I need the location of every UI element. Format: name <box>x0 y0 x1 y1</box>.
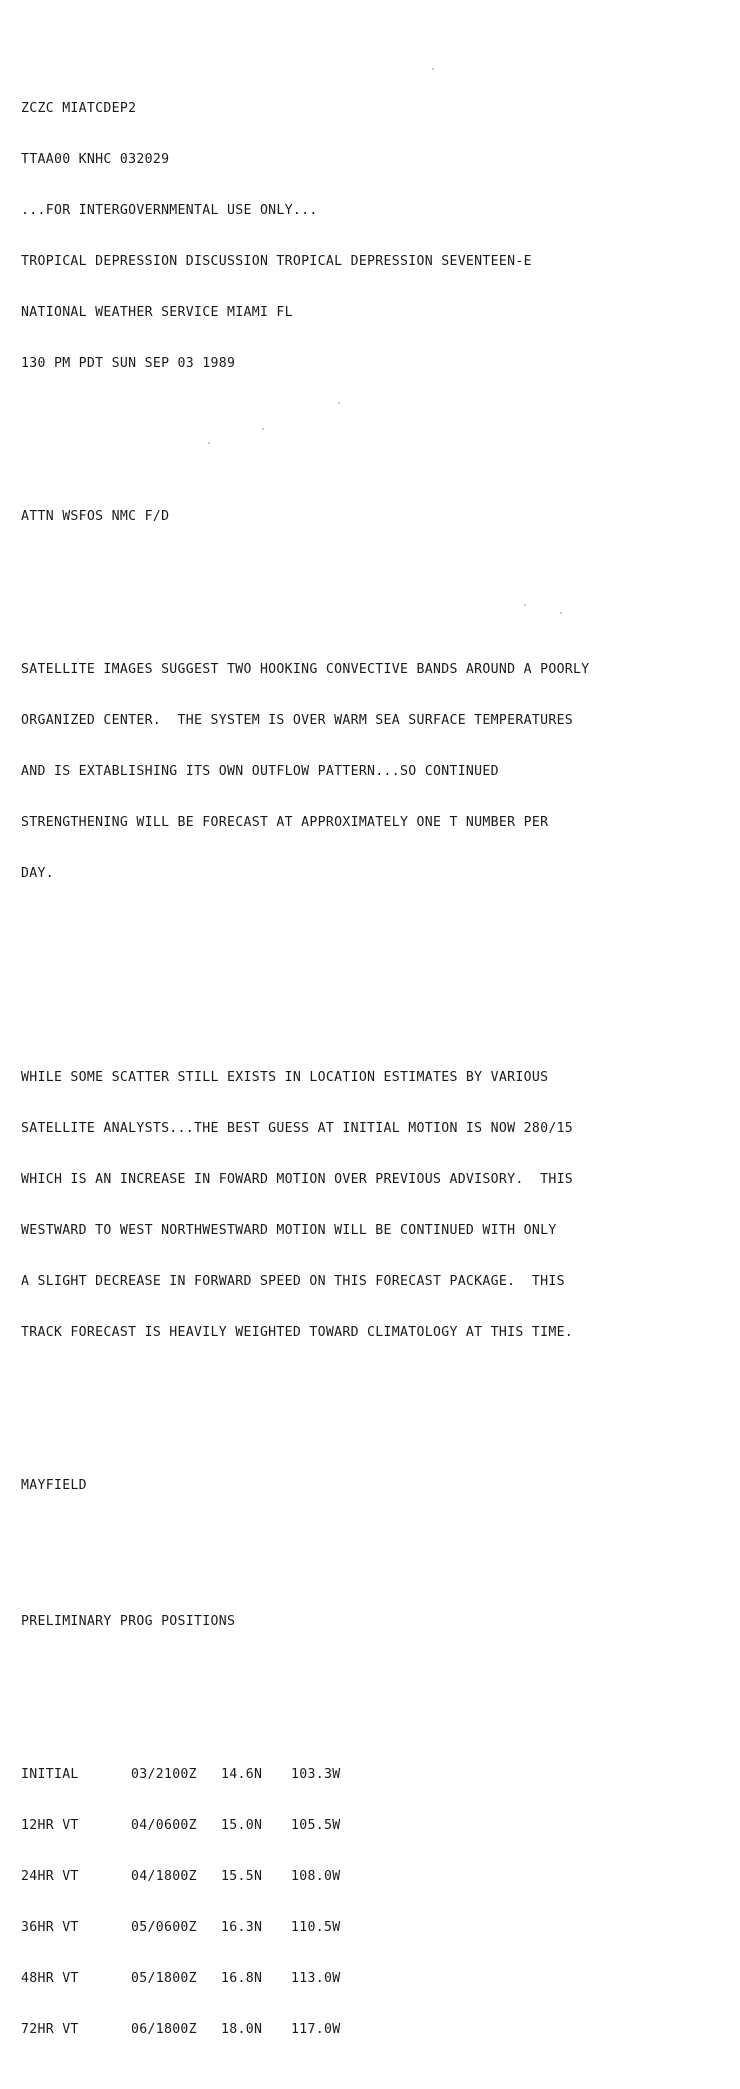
prog-lon: 117.0W <box>291 2022 341 2037</box>
paragraph-line: DAY. <box>21 866 54 881</box>
prog-time: 03/2100Z <box>131 1767 197 1782</box>
paragraph-line: STRENGTHENING WILL BE FORECAST AT APPROXIMATELY ONE T NUMBER PER <box>21 815 549 830</box>
bulletin-document <box>21 32 733 2089</box>
prog-time: 06/1800Z <box>131 2022 197 2037</box>
header-line: TROPICAL DEPRESSION DISCUSSION TROPICAL DEPRESSION SEVENTEEN-E <box>21 254 532 269</box>
prog-label: 24HR VT <box>21 1869 79 1884</box>
prog-lat: 18.0N <box>221 2022 263 2037</box>
scan-speck <box>524 604 526 606</box>
paragraph-line: WHILE SOME SCATTER STILL EXISTS IN LOCATION ESTIMATES BY VARIOUS <box>21 1070 549 1085</box>
prog-lat: 15.0N <box>221 1818 263 1833</box>
bulletin-header <box>21 66 733 406</box>
signature: MAYFIELD <box>21 1478 87 1493</box>
prog-lat: 14.6N <box>221 1767 263 1782</box>
header-line: 130 PM PDT SUN SEP 03 1989 <box>21 356 236 371</box>
paragraph-line: SATELLITE ANALYSTS...THE BEST GUESS AT INITIAL MOTION IS NOW 280/15 <box>21 1121 574 1136</box>
header-line: NATIONAL WEATHER SERVICE MIAMI FL <box>21 305 293 320</box>
prog-row <box>21 1817 733 1834</box>
prog-table <box>21 1732 733 2072</box>
paragraph-line: A SLIGHT DECREASE IN FORWARD SPEED ON THIS FORECAST PACKAGE. THIS <box>21 1274 565 1289</box>
prog-title: PRELIMINARY PROG POSITIONS <box>21 1614 236 1629</box>
scan-speck <box>560 612 562 614</box>
prog-label: 36HR VT <box>21 1920 79 1935</box>
prog-time: 05/0600Z <box>131 1920 197 1935</box>
paragraph-1 <box>21 627 733 916</box>
prog-lon: 113.0W <box>291 1971 341 1986</box>
prog-lat: 16.8N <box>221 1971 263 1986</box>
paragraph-2 <box>21 1035 733 1375</box>
prog-lat: 15.5N <box>221 1869 263 1884</box>
scan-speck <box>208 442 210 444</box>
paragraph-line: WHICH IS AN INCREASE IN FOWARD MOTION OVER PREVIOUS ADVISORY. THIS <box>21 1172 574 1187</box>
scan-speck <box>338 402 340 404</box>
paragraph-line: AND IS EXTABLISHING ITS OWN OUTFLOW PATTERN...SO CONTINUED <box>21 764 499 779</box>
header-line: ...FOR INTERGOVERNMENTAL USE ONLY... <box>21 203 318 218</box>
prog-lat: 16.3N <box>221 1920 263 1935</box>
prog-label: INITIAL <box>21 1767 79 1782</box>
prog-label: 48HR VT <box>21 1971 79 1986</box>
prog-time: 04/0600Z <box>131 1818 197 1833</box>
prog-time: 05/1800Z <box>131 1971 197 1986</box>
prog-lon: 103.3W <box>291 1767 341 1782</box>
prog-lon: 110.5W <box>291 1920 341 1935</box>
header-line: ZCZC MIATCDEP2 <box>21 101 137 116</box>
scan-speck <box>432 68 434 70</box>
prog-row <box>21 1766 733 1783</box>
prog-label: 72HR VT <box>21 2022 79 2037</box>
prog-lon: 105.5W <box>291 1818 341 1833</box>
paragraph-line: ORGANIZED CENTER. THE SYSTEM IS OVER WARM SEA SURFACE TEMPERATURES <box>21 713 574 728</box>
attn-line: ATTN WSFOS NMC F/D <box>21 509 170 524</box>
paragraph-line: WESTWARD TO WEST NORTHWESTWARD MOTION WILL BE CONTINUED WITH ONLY <box>21 1223 557 1238</box>
prog-row <box>21 1919 733 1936</box>
prog-row <box>21 2021 733 2038</box>
prog-label: 12HR VT <box>21 1818 79 1833</box>
paragraph-line: SATELLITE IMAGES SUGGEST TWO HOOKING CONVECTIVE BANDS AROUND A POORLY <box>21 662 590 677</box>
paragraph-line: TRACK FORECAST IS HEAVILY WEIGHTED TOWARD CLIMATOLOGY AT THIS TIME. <box>21 1325 574 1340</box>
prog-row <box>21 1970 733 1987</box>
prog-time: 04/1800Z <box>131 1869 197 1884</box>
scan-speck <box>262 428 264 430</box>
header-line: TTAA00 KNHC 032029 <box>21 152 170 167</box>
prog-row <box>21 1868 733 1885</box>
prog-lon: 108.0W <box>291 1869 341 1884</box>
